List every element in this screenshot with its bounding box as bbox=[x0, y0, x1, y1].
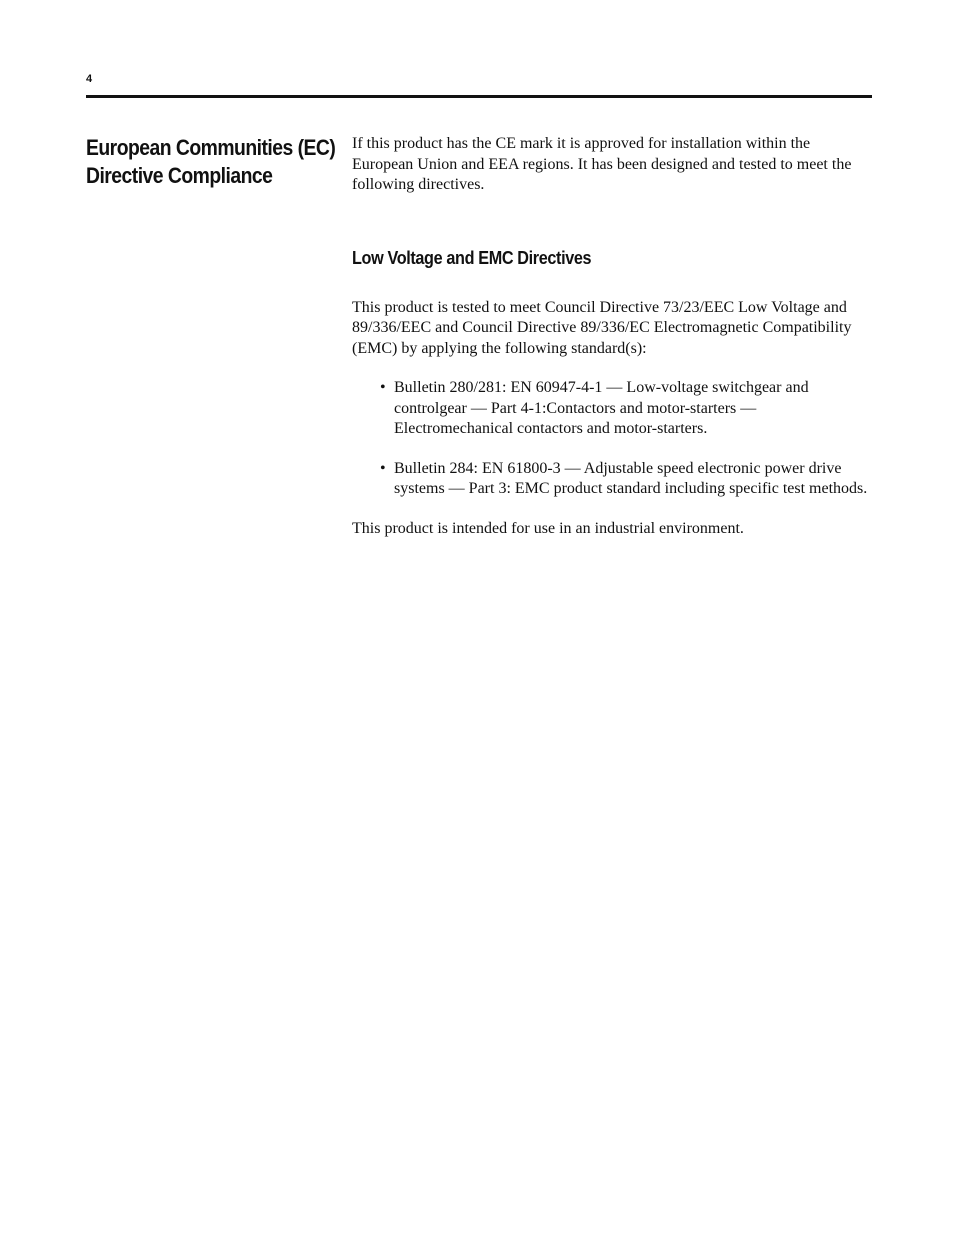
intro-paragraph: If this product has the CE mark it is approved for installation within the European Union and EEA regions. It has been designed and tested to meet the following directives. bbox=[352, 135, 852, 193]
section-content bbox=[352, 134, 872, 539]
list-item-text: Bulletin 280/281: EN 60947-4-1 — Low-voltage switchgear and controlgear — Part 4-1:Contactors and motor-starters — Electromechanical contactors and motor-starters. bbox=[394, 379, 809, 437]
page-number: 4 bbox=[86, 73, 93, 85]
bullet-icon: • bbox=[380, 379, 386, 396]
closing-paragraph: This product is intended for use in an industrial environment. bbox=[352, 519, 744, 537]
header-rule bbox=[86, 95, 872, 98]
subsection-title: Low Voltage and EMC Directives bbox=[352, 247, 592, 268]
section-title-line-2: Directive Compliance bbox=[86, 163, 273, 188]
section-title-line-1: European Communities (EC) bbox=[86, 135, 336, 160]
list-item-text: Bulletin 284: EN 61800-3 — Adjustable speed electronic power drive systems — Part 3: EMC product standard including specific test methods. bbox=[394, 459, 868, 497]
section-title bbox=[86, 134, 336, 190]
directive-paragraph: This product is tested to meet Council Directive 73/23/EEC Low Voltage and 89/336/EEC and Council Directive 89/336/EC Electromagnetic Compatibility (EMC) by applying the following standard(s): bbox=[352, 298, 852, 357]
standards-list bbox=[352, 378, 872, 500]
list-item bbox=[352, 459, 872, 500]
list-item bbox=[352, 378, 872, 440]
bullet-icon: • bbox=[380, 459, 386, 477]
